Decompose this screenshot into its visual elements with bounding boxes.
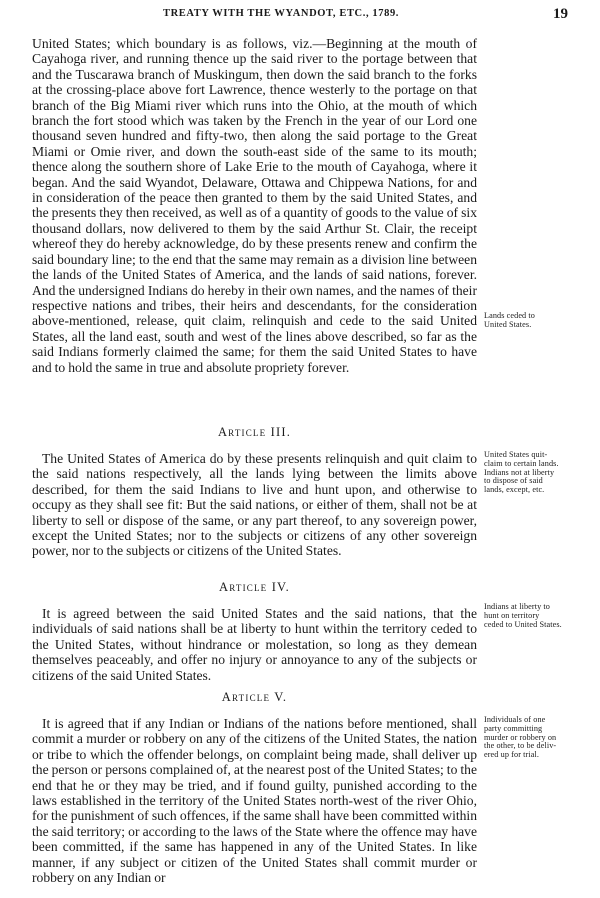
margin-note-quit-claim	[484, 451, 584, 495]
margin-note-line: Individuals of one	[484, 715, 546, 724]
margin-note-line: Indians at liberty to	[484, 602, 550, 611]
margin-note-line: Indians not at liberty	[484, 467, 555, 477]
paragraph-article-v: It is agreed that if any Indian or Indians of the nations before mentioned, shall commit a murder or robbery on any of the citizens of the United States, the nation or tribe to which the offender belongs, on complaint being made, shall deliver up the person or persons complained of, at the nearest post of the United States; to the end that he or they may be tried, and if found guilty, punished according to the laws established in the territory of the United States north-west of the river Ohio, for the punishment of such offences, if the same shall have been committed within the said territory; or according to the laws of the State where the offence may have been committed, if the same has happened in any of the United States. In like manner, if any subject or citizen of the United States shall commit murder or robbery on any Indian or	[32, 716, 477, 886]
article-ii-continuation	[32, 36, 477, 375]
margin-note-lands-ceded	[484, 312, 584, 330]
margin-note-line: murder or robbery on	[484, 732, 557, 742]
margin-note-line: lands, except, etc.	[484, 485, 545, 495]
margin-note-line: to dispose of said	[484, 476, 543, 486]
margin-note-line: United States.	[484, 319, 532, 329]
margin-note-murder	[484, 716, 584, 760]
paragraph-article-iv: It is agreed between the said United States and the said nations, that the individuals of said nations shall be at liberty to hunt within the territory ceded to the United States, without hindrance or molestation, so long as they demean themselves peaceably, and offer no injury or annoyance to any of the subjects or citizens of the said United States.	[32, 606, 477, 683]
margin-note-line: United States quit-	[484, 450, 548, 459]
margin-note-line: the other, to be deliv-	[484, 741, 557, 751]
running-header	[0, 6, 600, 28]
article-v-heading: Article V.	[221, 690, 288, 704]
margin-note-line: claim to certain lands.	[484, 458, 559, 468]
margin-note-line: party committing	[484, 723, 543, 733]
margin-note-line: Lands ceded to	[484, 311, 535, 320]
article-iii-heading: Article III.	[217, 425, 292, 439]
article-iv-heading: Article IV.	[218, 580, 290, 594]
article-v-body	[32, 716, 477, 885]
margin-note-line: ceded to United States.	[484, 619, 562, 629]
margin-note-hunt	[484, 603, 584, 629]
article-iii-body	[32, 451, 477, 559]
page-number: 19	[553, 6, 568, 22]
paragraph-article-iii: The United States of America do by these presents relinquish and quit claim to the said nations respectively, all the lands lying between the limits above described, for them the said Indians to live and hunt upon, and otherwise to occupy as they shall see fit: But the said nations, or either of them, shall not be at liberty to sell or dispose of the same, or any part thereof, to any sovereign power, except the United States; nor to the subjects or citizens of any other sovereign power, nor to the subjects or citizens of the United States.	[32, 451, 477, 559]
margin-note-line: ered up for trial.	[484, 750, 539, 760]
paragraph-boundary: United States; which boundary is as follows, viz.—Beginning at the mouth of Cayahoga river, and running thence up the said river to the portage between that and the Tuscarawa branch of Muskingum, then down the said branch to the forks at the crossing-place above fort Lawrence, thence westerly to the portage on that branch of the Big Miami river which runs into the Ohio, at the mouth of which branch the fort stood which was taken by the French in the year of our Lord one thousand seven hundred and fifty-two, then along the said portage to the Great Miami or Omie river, and down the south-east side of the same to its mouth; thence along the southern shore of Lake Erie to the mouth of Cayahoga, where it began. And the said Wyandot, Delaware, Ottawa and Chippewa Nations, for and in consideration of the peace then granted to them by the said United States, and the presents they then received, as well as of a quantity of goods to the value of six thousand dollars, now delivered to them by the said Arthur St. Clair, the receipt whereof they do hereby acknowledge, do by these presents renew and confirm the said boundary line; to the end that the same may remain as a division line between the lands of the United States of America, and the lands of said nations, forever. And the undersigned Indians do hereby in their own names, and the names of their respective nations and tribes, their heirs and descendants, for the consideration above-mentioned, release, quit claim, relinquish and cede to the said United States, all the land east, south and west of the lines above described, so far as the said Indians formerly claimed the same; for them the said United States to have and to hold the same in true and absolute propriety forever.	[32, 36, 477, 375]
margin-note-line: hunt on territory	[484, 610, 540, 620]
header-title: TREATY WITH THE WYANDOT, ETC., 1789.	[163, 8, 400, 19]
article-iv-body	[32, 606, 477, 683]
